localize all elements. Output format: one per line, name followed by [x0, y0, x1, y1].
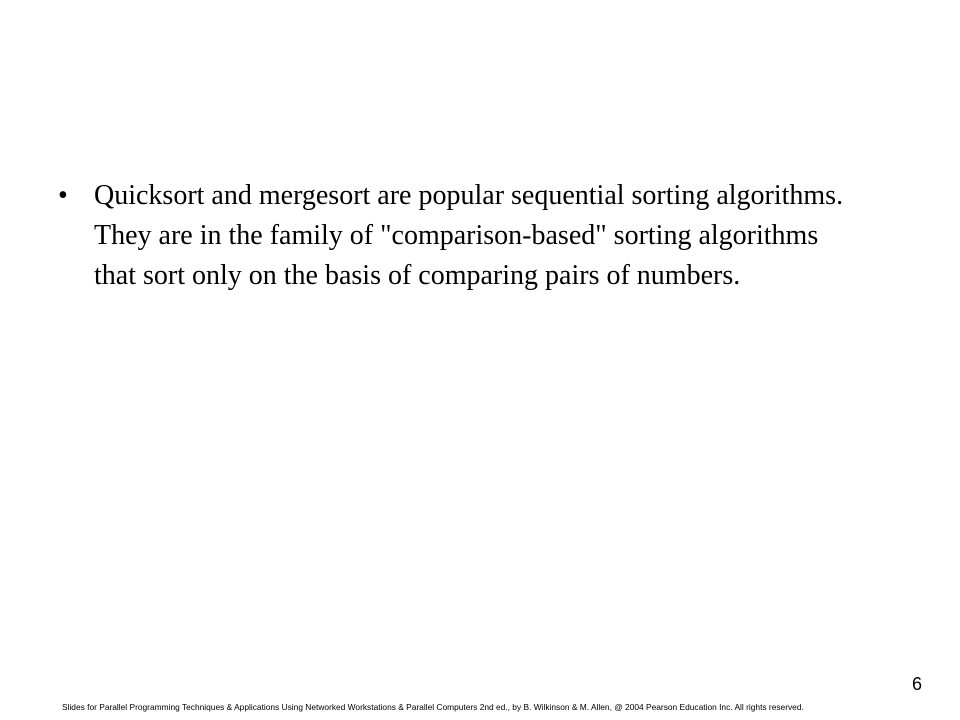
bullet-marker: •: [58, 180, 68, 211]
bullet-text: Quicksort and mergesort are popular sequential sorting algorithms. They are in the family of "comparison-based" sorting algorithms that sort only on the basis of comparing pairs of numbers.: [94, 180, 844, 291]
bullet-item: [58, 176, 858, 296]
slide-footer: Slides for Parallel Programming Techniques & Applications Using Networked Workstations & Parallel Computers 2nd ed., by B. Wilkinson & M. Allen, @ 2004 Pearson Education Inc. All rights reserved.: [62, 702, 804, 712]
bullet-list: [58, 176, 858, 296]
page-number: 6: [912, 674, 923, 694]
